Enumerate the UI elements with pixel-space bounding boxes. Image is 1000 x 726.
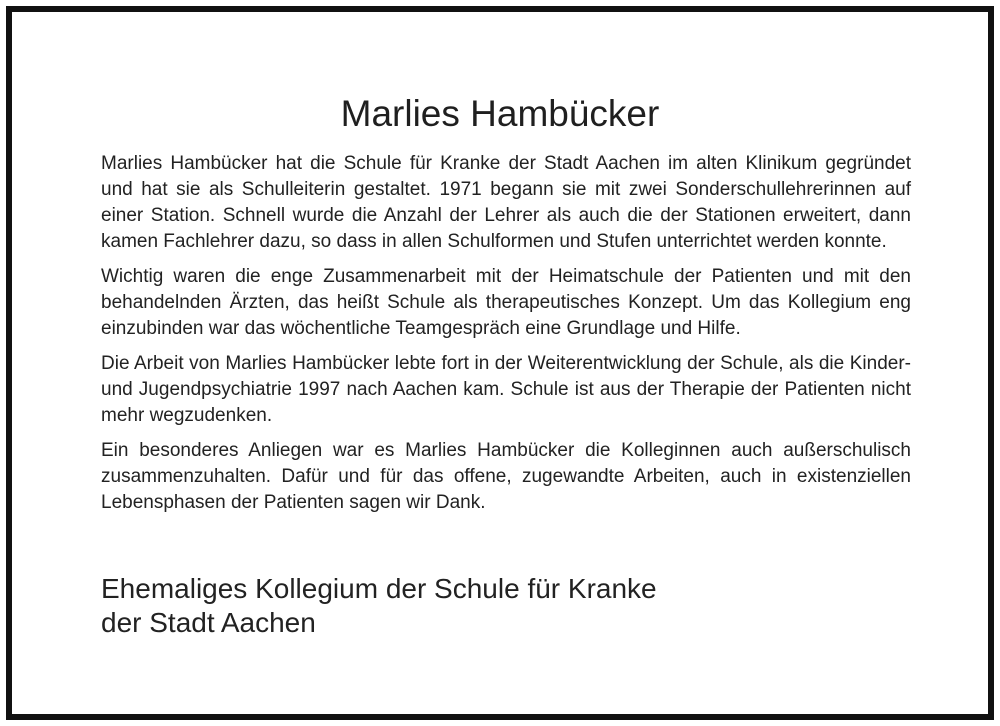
closing-line: der Stadt Aachen [101,607,316,638]
notice-frame [6,6,994,720]
closing-signature [101,572,801,640]
notice-title: Marlies Hambücker [340,93,660,134]
paragraph-collaboration: Wichtig waren die enge Zusammenarbeit mit der Heimatschule der Patienten und mit den behandelnden Ärzten, das heißt Schule als therapeutisches Konzept. Um das Kollegium eng einzubinden war das wöchentliche Teamgespräch eine Grundlage und Hilfe. [101,266,911,339]
paragraph-founding: Marlies Hambücker hat die Schule für Kranke der Stadt Aachen im alten Klinikum gegründet und hat sie als Schulleiterin gestaltet. 1971 begann sie mit zwei Sonderschullehrerinnen auf einer Station. Schnell wurde die Anzahl der Lehrer als auch die der Stationen erweitert, dann kamen Fachlehrer dazu, so dass in allen Schulformen und Stufen unterrichtet werden konnte. [101,153,911,252]
paragraph-thanks: Ein besonderes Anliegen war es Marlies Hambücker die Kolleginnen auch außerschulisch zusammenzuhalten. Dafür und für das offene, zugewandte Arbeiten, auch in existenziellen Lebensphasen der Patienten sagen wir Dank. [101,440,911,513]
closing-line: Ehemaliges Kollegium der Schule für Kranke [101,573,657,604]
paragraph-legacy: Die Arbeit von Marlies Hambücker lebte fort in der Weiterentwicklung der Schule, als die Kinder- und Jugendpsychiatrie 1997 nach Aachen kam. Schule ist aus der Therapie der Patienten nicht mehr wegzudenken. [101,353,911,426]
notice-body [101,151,911,525]
